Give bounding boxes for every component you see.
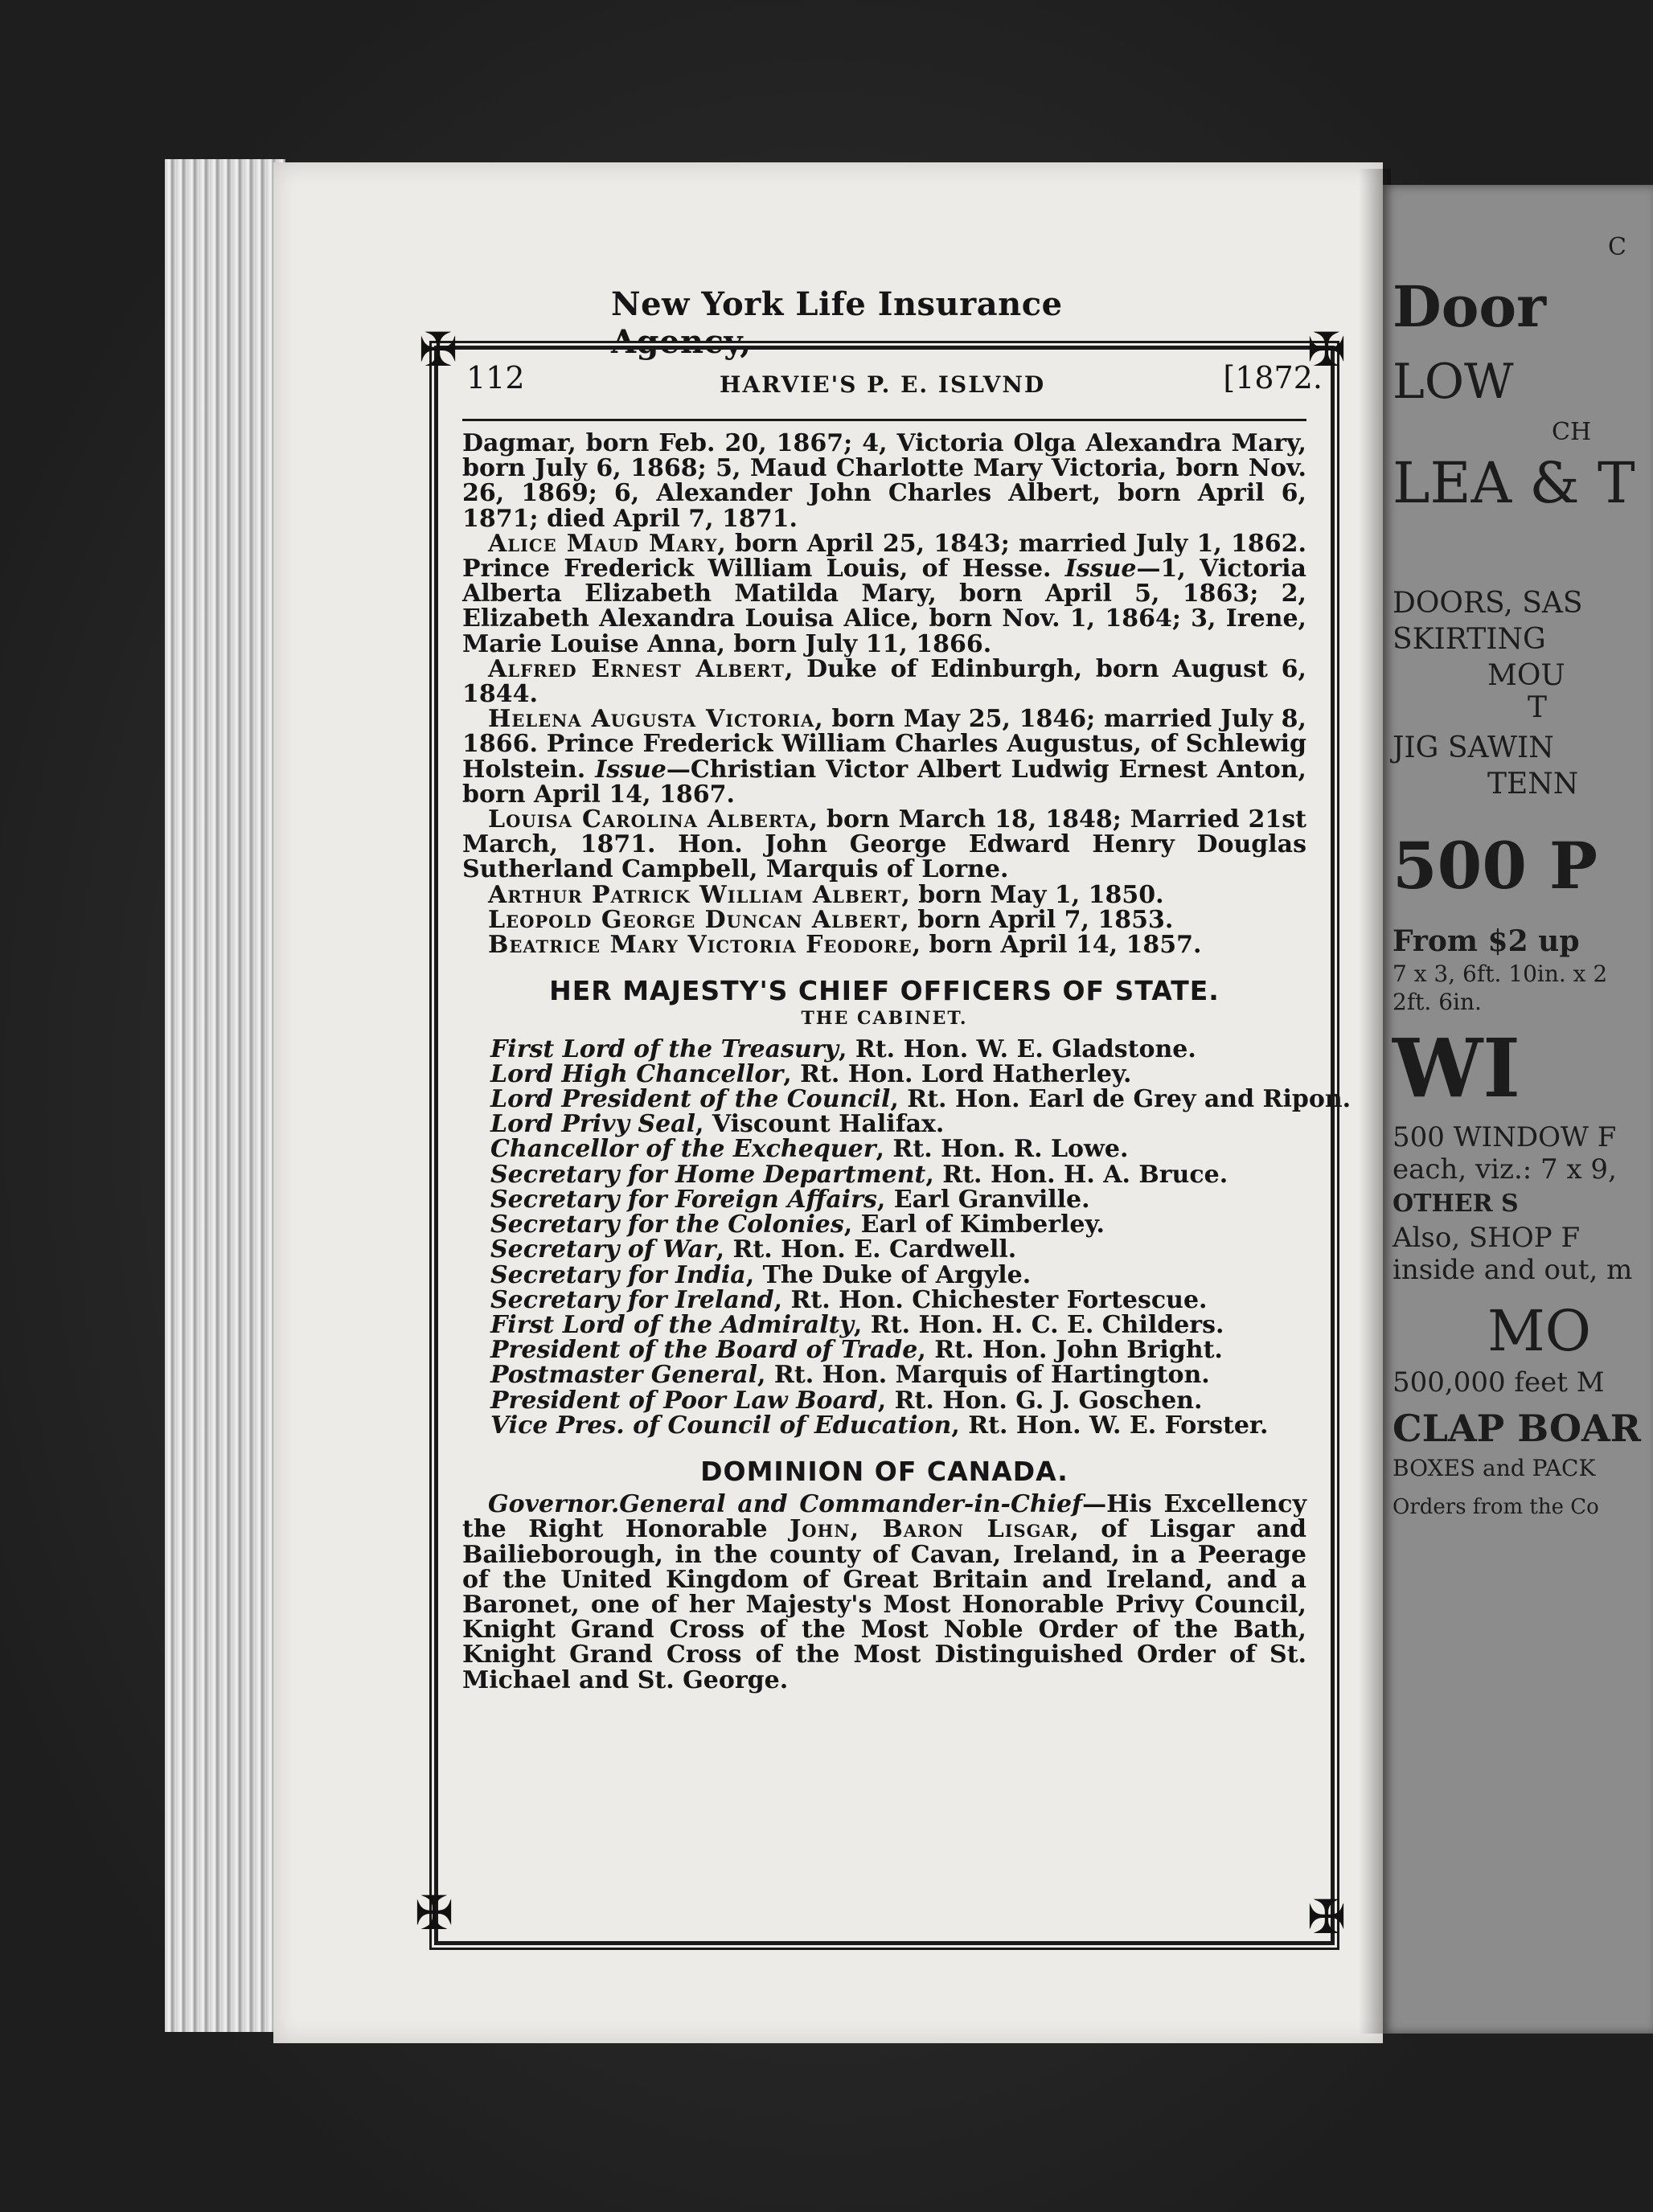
issue-label: Issue (1064, 555, 1137, 584)
cabinet-entry (490, 1034, 1306, 1063)
cabinet-entry (490, 1285, 1306, 1314)
office-title: Secretary of War (490, 1235, 716, 1264)
governor-office: Governor.General and Commander-in-Chief (488, 1490, 1083, 1519)
office-holder: , Rt. Hon. E. Cardwell. (716, 1235, 1017, 1264)
facing-page-text: Also, SHOP F (1393, 1222, 1581, 1254)
person-name: Arthur Patrick William Albert (488, 880, 902, 909)
facing-page-text: TENN (1487, 768, 1579, 801)
cabinet-entry (490, 1059, 1306, 1088)
person-name: Alice Maud Mary (488, 529, 718, 558)
facing-page-text: C (1608, 233, 1626, 261)
facing-page-text: each, viz.: 7 x 9, (1393, 1153, 1617, 1186)
royal-family-entry (462, 807, 1306, 883)
entry-text: , born May 1, 1850. (901, 880, 1164, 909)
entry-text: Dagmar, born Feb. 20, 1867; 4, Victoria Olga Alexandra Mary, born July 6, 1868; 5, Maud Charlotte Mary Victoria, born Nov. 26, 1869; 6, Alexander John Charles Albert, born April 6, 1871; died April 7, 1871. (462, 429, 1306, 533)
cabinet-entry (490, 1085, 1352, 1114)
cabinet-entry (490, 1237, 1306, 1262)
facing-page-text: T (1528, 691, 1548, 724)
office-holder: , Rt. Hon. W. E. Forster. (951, 1411, 1269, 1440)
office-title: President of the Board of Trade (490, 1336, 918, 1365)
header-year: [1872. (1223, 360, 1323, 395)
royal-family-entry (462, 880, 1306, 909)
cabinet-entry (490, 1361, 1306, 1390)
office-holder: , Rt. Hon. Marquis of Hartington. (757, 1361, 1210, 1390)
office-holder: , The Duke of Argyle. (745, 1260, 1032, 1289)
royal-family-entry (462, 907, 1306, 932)
corner-cross-icon: ✠ (414, 1886, 454, 1940)
officers-title: HER MAJESTY'S CHIEF OFFICERS OF STATE. (549, 975, 1220, 1007)
facing-page-text: OTHER S (1393, 1190, 1519, 1218)
cabinet-entry (490, 1388, 1306, 1413)
royal-family-entry (462, 654, 1306, 709)
office-title: Vice Pres. of Council of Education (490, 1411, 952, 1440)
office-holder: , Earl of Kimberley. (843, 1210, 1105, 1239)
royal-family-entry (462, 707, 1306, 807)
facing-page-text: WI (1393, 1021, 1521, 1116)
facing-page-text: inside and out, m (1393, 1254, 1633, 1286)
facing-page-text: SKIRTING (1393, 623, 1546, 656)
entry-text: , born April 7, 1853. (900, 905, 1174, 934)
entry-text: , born April 25, 1843; married July 1, 1862. Prince Frederick William Louis, of Hesse. (462, 529, 1306, 584)
office-title: Secretary for Home Department (490, 1160, 926, 1189)
cabinet-entry (490, 1212, 1306, 1237)
corner-cross-icon: ✠ (1306, 1890, 1347, 1944)
person-name: Alfred Ernest Albert (488, 654, 785, 683)
facing-page-text: Door (1393, 273, 1546, 340)
office-title: First Lord of the Admiralty (490, 1310, 854, 1339)
office-title: Lord High Chancellor (490, 1059, 784, 1088)
running-head: New York Life Insurance Agency, (611, 285, 1063, 361)
governor-name: John, Baron Lisgar (790, 1515, 1071, 1544)
person-name: Helena Augusta Victoria (488, 705, 815, 734)
entry-text: —1, Victoria Alberta Elizabeth Matilda Mary, born April 5, 1863; 2, Elizabeth Alexandra Louisa Alice, born Nov. 1, 1864; 3, Irene, Marie Louise Anna, born July 11, 1866. (462, 555, 1306, 658)
cabinet-list (462, 1034, 1352, 1440)
person-name: Louisa Carolina Alberta (488, 805, 810, 834)
cabinet-entry (490, 1162, 1306, 1187)
royal-family-entry (462, 931, 1306, 960)
royal-family-entry (462, 531, 1306, 657)
facing-page-text: CLAP BOAR (1393, 1407, 1641, 1450)
facing-page-text: JIG SAWIN (1393, 731, 1554, 764)
header-title: HARVIE'S P. E. ISLVND (720, 371, 1046, 398)
entry-text: , born April 14, 1857. (912, 931, 1202, 960)
office-title: Secretary for the Colonies (490, 1210, 844, 1239)
corner-cross-icon: ✠ (1306, 322, 1347, 377)
cabinet-entry (490, 1336, 1306, 1365)
page-content (462, 360, 1352, 1694)
facing-page-text: 500,000 feet M (1393, 1366, 1605, 1399)
office-title: Lord President of the Council (490, 1085, 891, 1114)
facing-page-text: 500 WINDOW F (1393, 1121, 1617, 1153)
page-header (462, 360, 1323, 404)
cabinet-entry (490, 1310, 1306, 1339)
person-name: Beatrice Mary Victoria Feodore (488, 931, 913, 960)
entry-text: , born May 25, 1846; married July 8, 1866. Prince Frederick William Charles Augustus, of Schlewig Holstein. (462, 705, 1306, 784)
office-title: First Lord of the Treasury (490, 1034, 839, 1063)
office-title: Secretary for India (490, 1260, 746, 1289)
governor-text-b: , of Lisgar and Bailieborough, in the county of Cavan, Ireland, in a Peerage of the United Kingdom of Great Britain and Ireland, and a Baronet, one of her Majesty's Most Honorable Privy Council, Knight Grand Cross of the Most Noble Order of the Bath, Knight Grand Cross of the Most Distinguished Order of St. Michael and St. George. (462, 1515, 1306, 1694)
facing-page-text: From $2 up (1393, 924, 1580, 958)
office-holder: , Earl Granville. (876, 1185, 1090, 1214)
cabinet-entry (490, 1187, 1306, 1212)
canada-title: DOMINION OF CANADA. (700, 1455, 1069, 1487)
cabinet-entry (490, 1413, 1306, 1438)
cabinet-entry (490, 1135, 1306, 1164)
office-title: Secretary for Ireland (490, 1285, 774, 1314)
facing-page-text: Orders from the Co (1393, 1495, 1599, 1519)
issue-label: Issue (595, 755, 667, 784)
facing-page-text: CH (1552, 418, 1592, 446)
office-title: President of Poor Law Board (490, 1386, 878, 1415)
office-holder: , Rt. Hon. W. E. Gladstone. (839, 1034, 1196, 1063)
entry-text: —Christian Victor Albert Ludwig Ernest Anton, born April 14, 1867. (462, 755, 1306, 809)
office-holder: , Rt. Hon. Earl de Grey and Ripon. (890, 1085, 1352, 1114)
cabinet-entry (490, 1260, 1306, 1289)
office-holder: , Rt. Hon. Chichester Fortescue. (773, 1285, 1208, 1314)
office-title: Chancellor of the Exchequer (490, 1135, 876, 1164)
facing-page-text: LEA & T (1393, 450, 1635, 516)
page-number: 112 (466, 360, 525, 395)
office-title: Lord Privy Seal (490, 1110, 695, 1139)
facing-page-text: BOXES and PACK (1393, 1455, 1596, 1481)
cabinet-subtitle: THE CABINET. (801, 1008, 968, 1030)
facing-page-text: LOW (1393, 354, 1514, 410)
office-holder: , Rt. Hon. H. A. Bruce. (925, 1160, 1228, 1189)
office-holder: , Rt. Hon. John Bright. (917, 1336, 1223, 1365)
facing-page-text: MO (1487, 1298, 1592, 1364)
facing-page-text: 7 x 3, 6ft. 10in. x 2 (1393, 961, 1608, 987)
cabinet-entry (490, 1112, 1306, 1137)
royal-family-list (462, 429, 1306, 960)
royal-family-entry (462, 431, 1306, 531)
facing-page-text: DOORS, SAS (1393, 587, 1583, 620)
office-holder: , Viscount Halifax. (695, 1110, 945, 1139)
governor-text-a: —His Excellency the Right Honorable (462, 1490, 1307, 1544)
office-title: Secretary for Foreign Affairs (490, 1185, 877, 1214)
person-name: Leopold George Duncan Albert (488, 905, 901, 934)
corner-cross-icon: ✠ (418, 322, 458, 377)
office-title: Postmaster General (490, 1361, 758, 1390)
office-holder: , Rt. Hon. R. Lowe. (876, 1135, 1129, 1164)
office-holder: , Rt. Hon. Lord Hatherley. (783, 1059, 1132, 1088)
header-rule (462, 419, 1306, 421)
governor-general-paragraph (462, 1492, 1306, 1693)
facing-page-text: MOU (1487, 659, 1565, 692)
entry-text: , born March 18, 1848; Married 21st March, 1871. Hon. John George Edward Henry Douglas Sutherland Campbell, Marquis of Lorne. (462, 805, 1306, 884)
facing-page-text: 2ft. 6in. (1393, 989, 1482, 1015)
facing-page-text: 500 P (1393, 828, 1598, 903)
office-holder: , Rt. Hon. H. C. E. Childers. (853, 1310, 1224, 1339)
page-edges (165, 159, 285, 2032)
facing-page (1383, 185, 1653, 2034)
entry-text: , Duke of Edinburgh, born August 6, 1844. (462, 654, 1306, 709)
office-holder: , Rt. Hon. G. J. Goschen. (877, 1386, 1203, 1415)
